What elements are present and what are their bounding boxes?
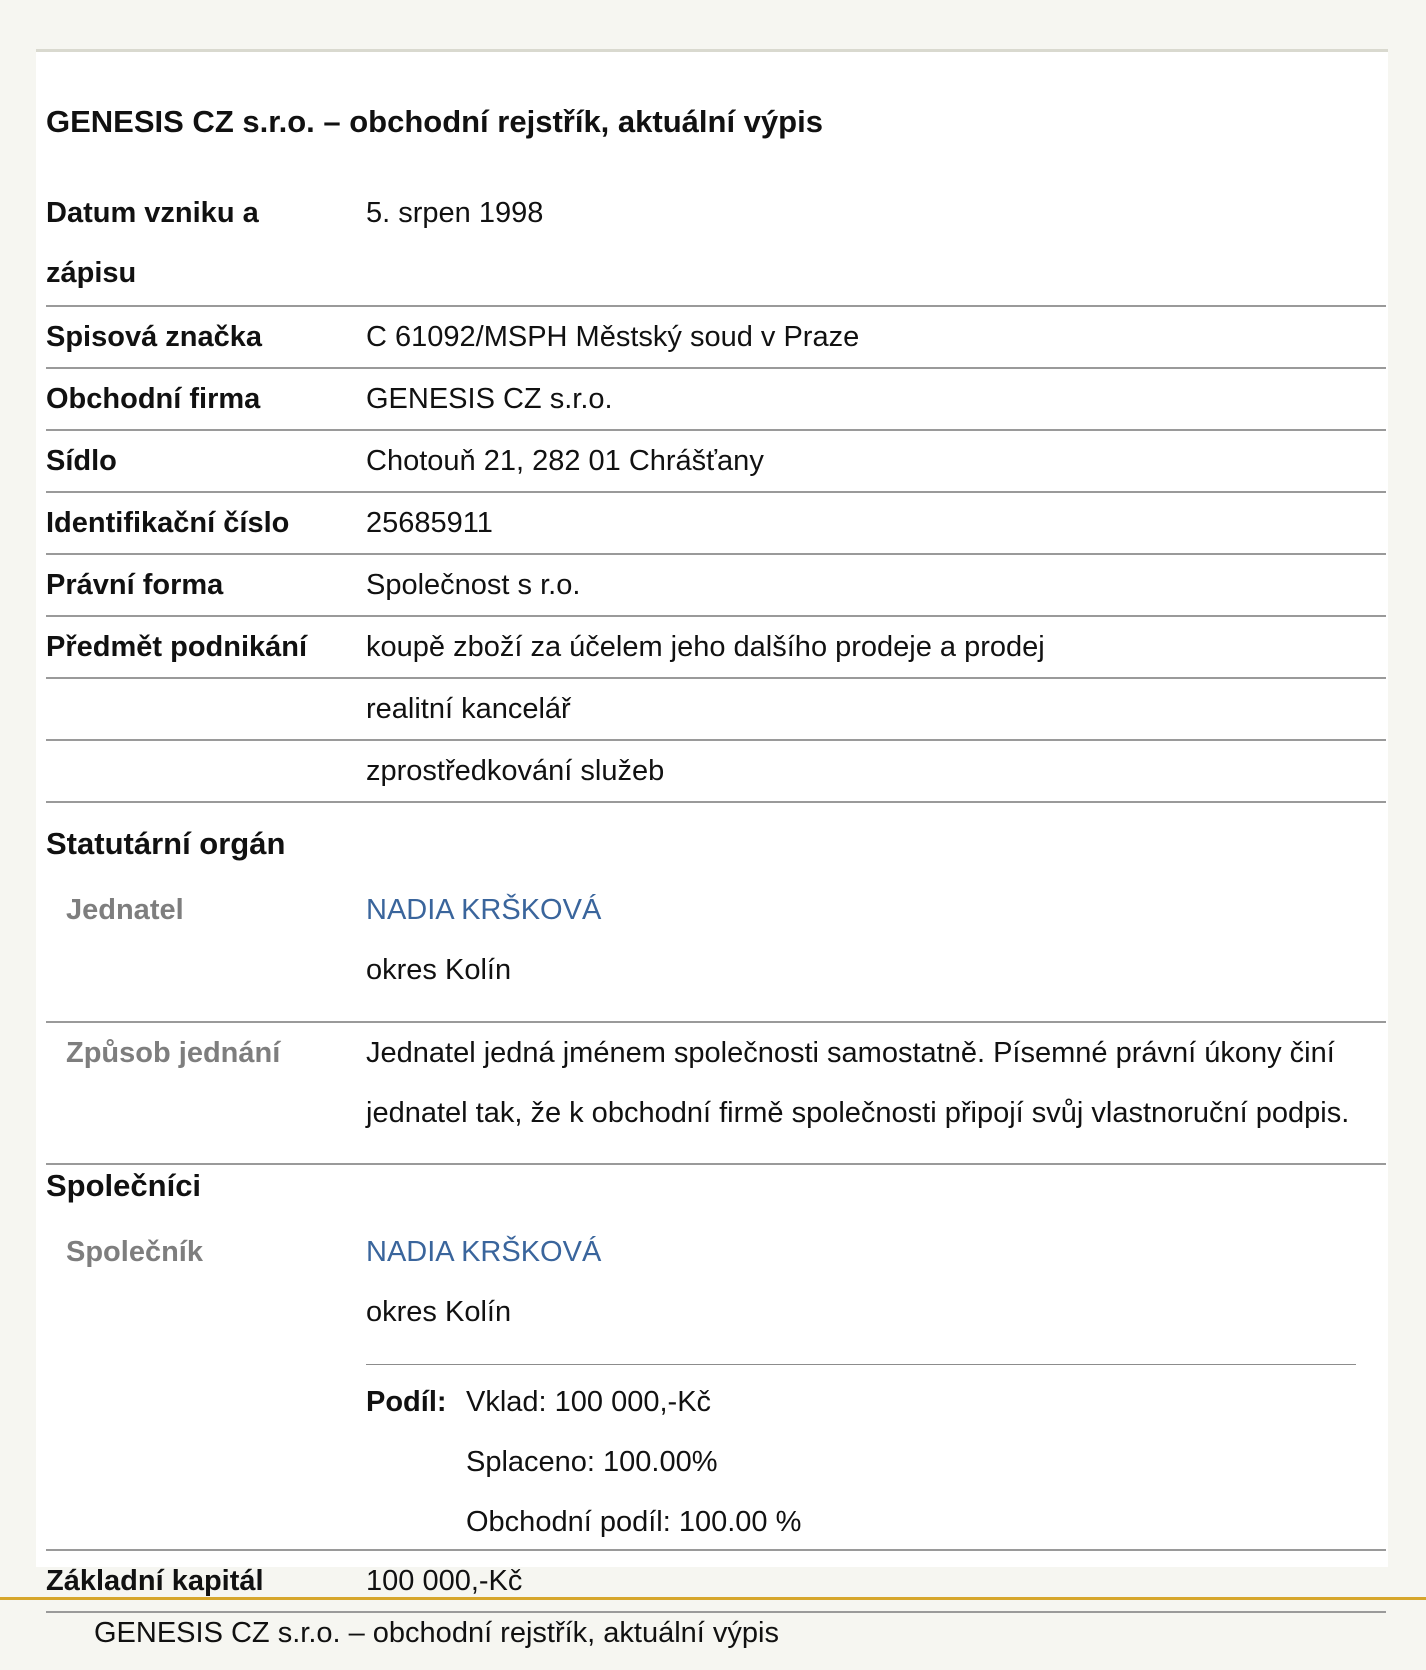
label-zpusob-jednani: Způsob jednání <box>66 1037 281 1069</box>
label-obchodni-firma: Obchodní firma <box>46 383 261 415</box>
label-identifikacni-cislo: Identifikační číslo <box>46 507 290 539</box>
divider-podil <box>366 1364 1356 1365</box>
value-predmet-item: zprostředkování služeb <box>366 755 665 787</box>
label-jednatel: Jednatel <box>66 894 184 926</box>
label-sidlo: Sídlo <box>46 445 117 477</box>
value-datum-vzniku: 5. srpen 1998 <box>366 197 544 229</box>
registry-card <box>36 49 1388 1597</box>
label-predmet-podnikani: Předmět podnikání <box>46 631 308 663</box>
value-zpusob-jednani-line1: Jednatel jedná jménem společnosti samostatně. Písemné právní úkony činí <box>366 1037 1335 1069</box>
value-predmet-item: koupě zboží za účelem jeho dalšího prodeje a prodej <box>366 631 1045 663</box>
row-identifikacni-cislo <box>46 493 1386 555</box>
row-jednatel <box>46 880 1386 1023</box>
label-spisova-znacka: Spisová značka <box>46 321 262 353</box>
value-zakladni-kapital: 100 000,-Kč <box>366 1565 523 1597</box>
row-spolecnik <box>46 1222 1386 1551</box>
page-title: GENESIS CZ s.r.o. – obchodní rejstřík, aktuální výpis <box>46 104 823 139</box>
row-spisova-znacka <box>46 307 1386 369</box>
heading-statutarni-organ: Statutární orgán <box>46 826 286 861</box>
row-predmet-podnikani-2 <box>46 679 1386 741</box>
row-zpusob-jednani <box>46 1023 1386 1165</box>
label-datum-vzniku-line1: Datum vzniku a <box>46 197 259 229</box>
label-datum-vzniku-line2: zápisu <box>46 257 137 289</box>
row-obchodni-firma <box>46 369 1386 431</box>
heading-spolecnici: Společníci <box>46 1168 202 1203</box>
row-pravni-forma <box>46 555 1386 617</box>
row-predmet-podnikani-3 <box>46 741 1386 803</box>
value-spisova-znacka: C 61092/MSPH Městský soud v Praze <box>366 321 860 353</box>
value-zpusob-jednani-line2: jednatel tak, že k obchodní firmě společnosti připojí svůj vlastnoruční podpis. <box>366 1097 1350 1129</box>
value-identifikacni-cislo: 25685911 <box>366 507 493 539</box>
value-jednatel-okres: okres Kolín <box>366 954 512 986</box>
value-vklad: Vklad: 100 000,-Kč <box>466 1386 712 1418</box>
value-obchodni-podil: Obchodní podíl: 100.00 % <box>466 1506 802 1538</box>
row-datum-vzniku <box>46 183 1386 307</box>
value-predmet-item: realitní kancelář <box>366 693 571 725</box>
label-pravni-forma: Právní forma <box>46 569 224 601</box>
footer-divider <box>0 1597 1426 1600</box>
value-pravni-forma: Společnost s r.o. <box>366 569 581 601</box>
link-jednatel-name[interactable]: NADIA KRŠKOVÁ <box>366 894 602 926</box>
link-spolecnik-name[interactable]: NADIA KRŠKOVÁ <box>366 1236 602 1268</box>
row-sidlo <box>46 431 1386 493</box>
row-zakladni-kapital <box>46 1551 1386 1613</box>
label-spolecnik: Společník <box>66 1236 203 1268</box>
label-zakladni-kapital: Základní kapitál <box>46 1565 264 1597</box>
value-splaceno: Splaceno: 100.00% <box>466 1446 718 1478</box>
label-podil: Podíl: <box>366 1386 447 1418</box>
value-sidlo: Chotouň 21, 282 01 Chrášťany <box>366 445 764 477</box>
value-spolecnik-okres: okres Kolín <box>366 1296 512 1328</box>
value-obchodni-firma: GENESIS CZ s.r.o. <box>366 383 613 415</box>
footer-text: GENESIS CZ s.r.o. – obchodní rejstřík, aktuální výpis <box>94 1617 779 1649</box>
row-predmet-podnikani <box>46 617 1386 679</box>
